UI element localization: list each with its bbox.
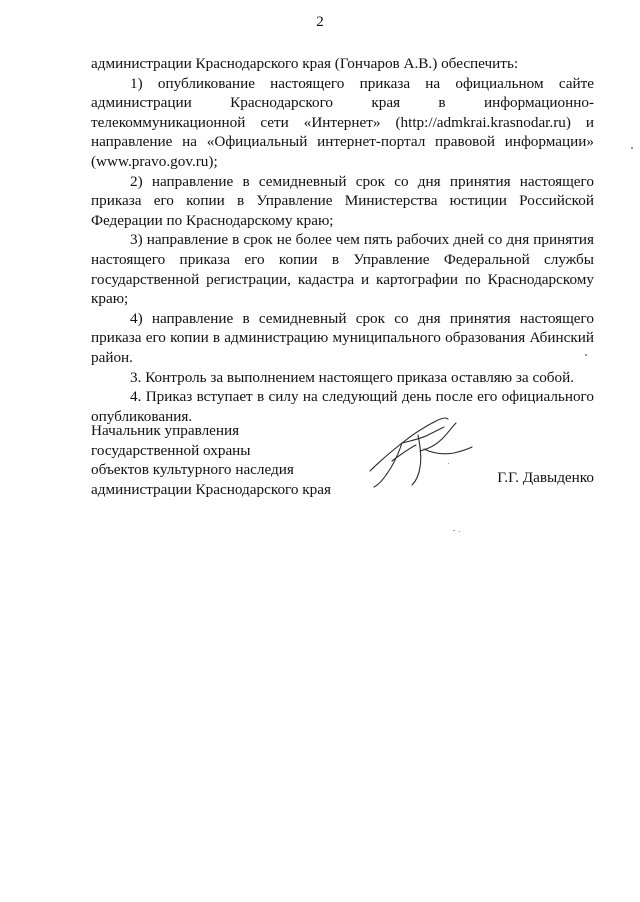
position-line-1: Начальник управления: [91, 422, 240, 439]
page-number: 2: [316, 14, 324, 30]
scan-speck: [631, 147, 633, 149]
item-1: 1) опубликование настоящего приказа на официальном сайте администрации Краснодарского края в информационно-телекоммуникационной сети «Интернет» (http://admkrai.krasnodar.ru) и направление на «Официальный интернет-портал правовой информации» (www.pravo.gov.ru);: [91, 74, 594, 170]
scan-speck: [585, 354, 587, 356]
clause-3: 3. Контроль за выполнением настоящего приказа оставляю за собой.: [130, 368, 575, 386]
position-line-4: администрации Краснодарского края: [91, 480, 331, 498]
handwritten-signature: [362, 405, 482, 495]
scan-speck: [448, 463, 449, 464]
position-line-3: объектов культурного наследия: [91, 461, 294, 479]
position-line-2: государственной охраны: [91, 441, 251, 459]
scan-speck: [453, 530, 455, 531]
item-4: 4) направление в семидневный срок со дня принятия настоящего приказа его копии в администрацию муниципального образования Абинский район.: [91, 309, 594, 366]
item-2: 2) направление в семидневный срок со дня принятия настоящего приказа его копии в Управление Министерства юстиции Российской Федерации по Краснодарскому краю;: [91, 172, 594, 229]
signatory-name: Г.Г. Давыденко: [497, 469, 594, 486]
clause-4: 4. Приказ вступает в силу на следующий день после его официального опубликования.: [91, 388, 594, 425]
scan-speck: [459, 531, 460, 532]
intro-line: администрации Краснодарского края (Гончаров А.В.) обеспечить:: [91, 55, 519, 72]
item-3: 3) направление в срок не более чем пять рабочих дней со дня принятия настоящего приказа его копии в Управление Федеральной службы государственной регистрации, кадастра и картографии по Краснодарскому краю;: [91, 231, 594, 308]
signatory-position: [91, 421, 331, 499]
order-body: [91, 54, 594, 426]
